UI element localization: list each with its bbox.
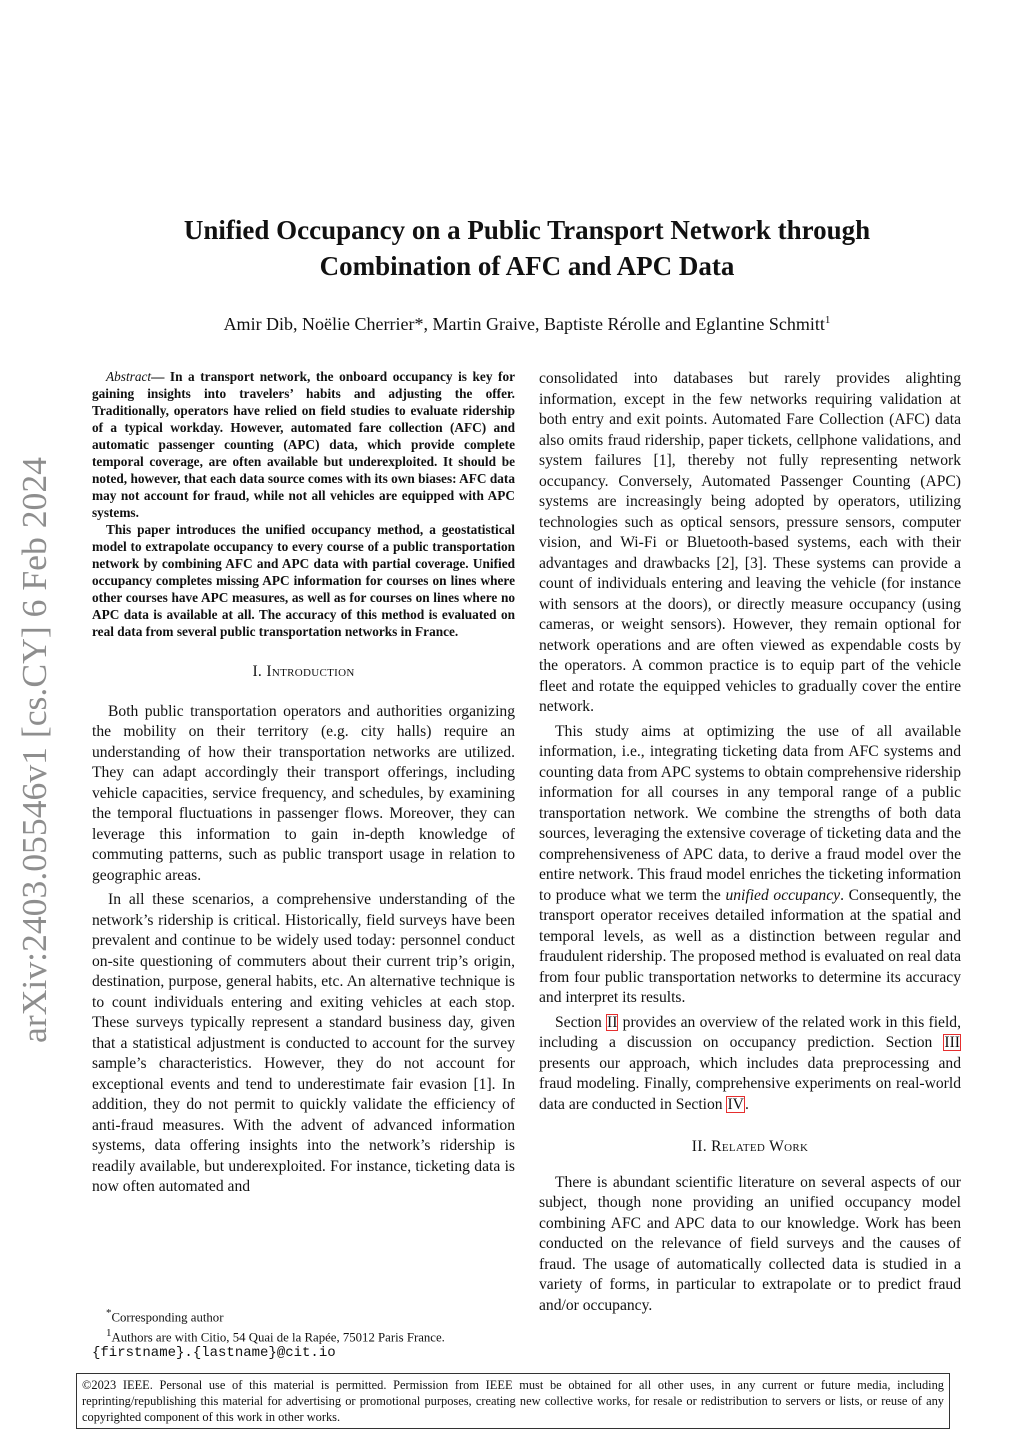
arxiv-identifier: arXiv:2403.05546v1 [cs.CY] 6 Feb 2024 [16, 475, 54, 1043]
title-line-2: Combination of AFC and APC Data [319, 251, 735, 281]
footnote-affiliation [92, 1326, 515, 1346]
footnote-corresponding [92, 1306, 515, 1326]
authors-affiliation-mark: 1 [824, 314, 831, 326]
arxiv-sidebar-stamp [12, 455, 56, 1045]
section-heading-related-work: II. Related Work [691, 1138, 809, 1155]
intro-p4-text-b: provides an overview of the related work in this field, including a discussion on occupancy prediction. Section [539, 1013, 961, 1051]
intro-paragraph-2-continued: consolidated into databases but rarely provides alighting information, except in the few networks requiring validation at both entry and exit points. Automated Fare Collection (AFC) data also omits fraud ridership, paper tickets, cellphone validations, and system failures [1], thereby not fully representing network occupancy. Conversely, Automated Passenger Counting (APC) systems are increasingly being adopted by operators, utilizing technologies such as optical sensors, pressure sensors, computer vision, and Wi-Fi or Bluetooth-based systems, each with their advantages and drawbacks [2], [3]. These systems can provide a count of individuals entering and leaving the vehicle (for instance with sensors at the doors), or directly measure occupancy (using cameras, or weight sensors). However, they remain optional for network operations and are often viewed as expendable costs by the operators. A common practice is to equip part of the vehicle fleet and rotate the equipped vehicles to gradually cover the entire network. [539, 370, 961, 715]
abstract-paragraph-1 [92, 368, 515, 521]
abstract-text-1: In a transport network, the onboard occupancy is key for gaining insights into travelers’ habits and adjusting the offer. Traditionally, operators have relied on field studies to evaluate ridership of a typical workday. However, automated fare collection (AFC) and automatic passenger counting (APC) data, which provide complete temporal coverage, are often available but underexploited. It should be noted, however, that each data source comes with its own biases: AFC data may not account for fraud, while not all vehicles are equipped with APC systems. [92, 369, 516, 520]
footnote-email: {firstname}.{lastname}@cit.io [92, 1344, 336, 1361]
section-heading-introduction: I. Introduction [252, 663, 355, 680]
authors-text: Amir Dib, Noëlie Cherrier*, Martin Graive, Baptiste Rérolle and Eglantine Schmitt [223, 314, 825, 334]
intro-paragraph-3 [539, 722, 961, 1009]
abstract-label: Abstract [106, 369, 152, 384]
intro-p4-text-a: Section [555, 1013, 607, 1031]
intro-p4-text-c: presents our approach, which includes data preprocessing and fraud modeling. Finally, comprehensive experiments on real-world data are conducted in Section [539, 1054, 961, 1113]
intro-p3-text-b: . Consequently, the transport operator receives detailed information at the spatial and temporal levels, as well as a distinction between regular and fraudulent ridership. The proposed method is evaluated on real data from four public transportation networks to determine its accuracy and interpret its results. [539, 886, 961, 1006]
abstract [92, 368, 515, 640]
footnote-affiliation-text: Authors are with Citio, 54 Quai de la Rapée, 75012 Paris France. [111, 1330, 445, 1345]
author-list [120, 308, 934, 336]
footnote-mark-star: * [106, 1307, 112, 1319]
intro-paragraph-1: Both public transportation operators and authorities organizing the mobility on their territory (e.g. city halls) require an understanding of how their transportation networks are utilized. They can adapt accordingly their transport offerings, including vehicle capacities, service frequency, and schedules, by examining the temporal fluctuations in passenger flows. Moreover, they can leverage this information to gain in-depth knowledge of commuting patterns, such as public transport usage in relation to geographic areas. [92, 702, 515, 884]
unified-occupancy-term: unified occupancy [725, 886, 841, 904]
intro-paragraph-4 [539, 1013, 961, 1116]
copyright-notice: ©2023 IEEE. Personal use of this material is permitted. Permission from IEEE must be obtained for all other uses, in any current or future media, including reprinting/republishing this material for advertising or promotional purposes, creating new collective works, for resale or redistribution to servers or lists, or reuse of any copyrighted component of this work in other works. [76, 1373, 950, 1429]
section-link-iii[interactable]: III [944, 1034, 960, 1051]
section-link-iv[interactable]: IV [727, 1095, 744, 1113]
left-column [92, 368, 515, 1198]
abstract-dash: — [151, 369, 170, 384]
title-line-1: Unified Occupancy on a Public Transport Network through [183, 215, 871, 245]
related-work-paragraph-1: There is abundant scientific literature on several aspects of our subject, though none providing an unified occupancy model combining AFC and APC data to our knowledge. Work has been conducted on the relevance of field surveys and the causes of fraud. The usage of automatically collected data is studied in a variety of forms, in particular to extrapolate or to predict fraud and/or occupancy. [539, 1173, 961, 1314]
section-link-ii[interactable]: II [607, 1013, 618, 1031]
footnote-mark-1: 1 [106, 1326, 112, 1339]
intro-paragraph-2: In all these scenarios, a comprehensive understanding of the network’s ridership is critical. Historically, field surveys have been prevalent and continue to be widely used today: personnel conduct on-site questioning of commuters about their current trip’s origin, destination, purpose, general habits, etc. An alternative technique is to count individuals entering and exiting vehicles at each stop. These surveys typically represent a standard business day, given that a statistical adjustment is conducted to account for the survey sample’s characteristics. However, they do not account for exceptional events and tend to underestimate fair evasion [1]. In addition, they do not permit to quickly validate the efficiency of anti-fraud measures. With the advent of advanced information systems, data offering insights into the network’s ridership is readily available, but underexploited. For instance, ticketing data is now often automated and [92, 891, 515, 1195]
footnotes [92, 1306, 515, 1361]
paper-title [120, 212, 934, 284]
footnote-corresponding-text: Corresponding author [111, 1310, 224, 1325]
right-column [539, 369, 961, 1316]
intro-p4-text-d: . [744, 1095, 749, 1113]
abstract-paragraph-2: This paper introduces the unified occupancy method, a geostatistical model to extrapolate occupancy to every course of a public transportation network by combining AFC and APC data with partial coverage. Unified occupancy completes missing APC information for courses on lines where other courses have APC measures, as well as for courses on lines where no APC data is available at all. The accuracy of this method is evaluated on real data from several public transportation networks in France. [92, 522, 515, 639]
intro-p3-text-a: This study aims at optimizing the use of all available information, i.e., integrating ticketing data from AFC systems and counting data from APC systems to obtain comprehensive ridership information for all courses in any temporal range of a public transportation network. We combine the strengths of both data sources, leveraging the extensive coverage of ticketing data and the comprehensiveness of APC data, to derive a fraud model over the entire network. This fraud model enriches the ticketing information to produce what we term the [539, 722, 961, 904]
